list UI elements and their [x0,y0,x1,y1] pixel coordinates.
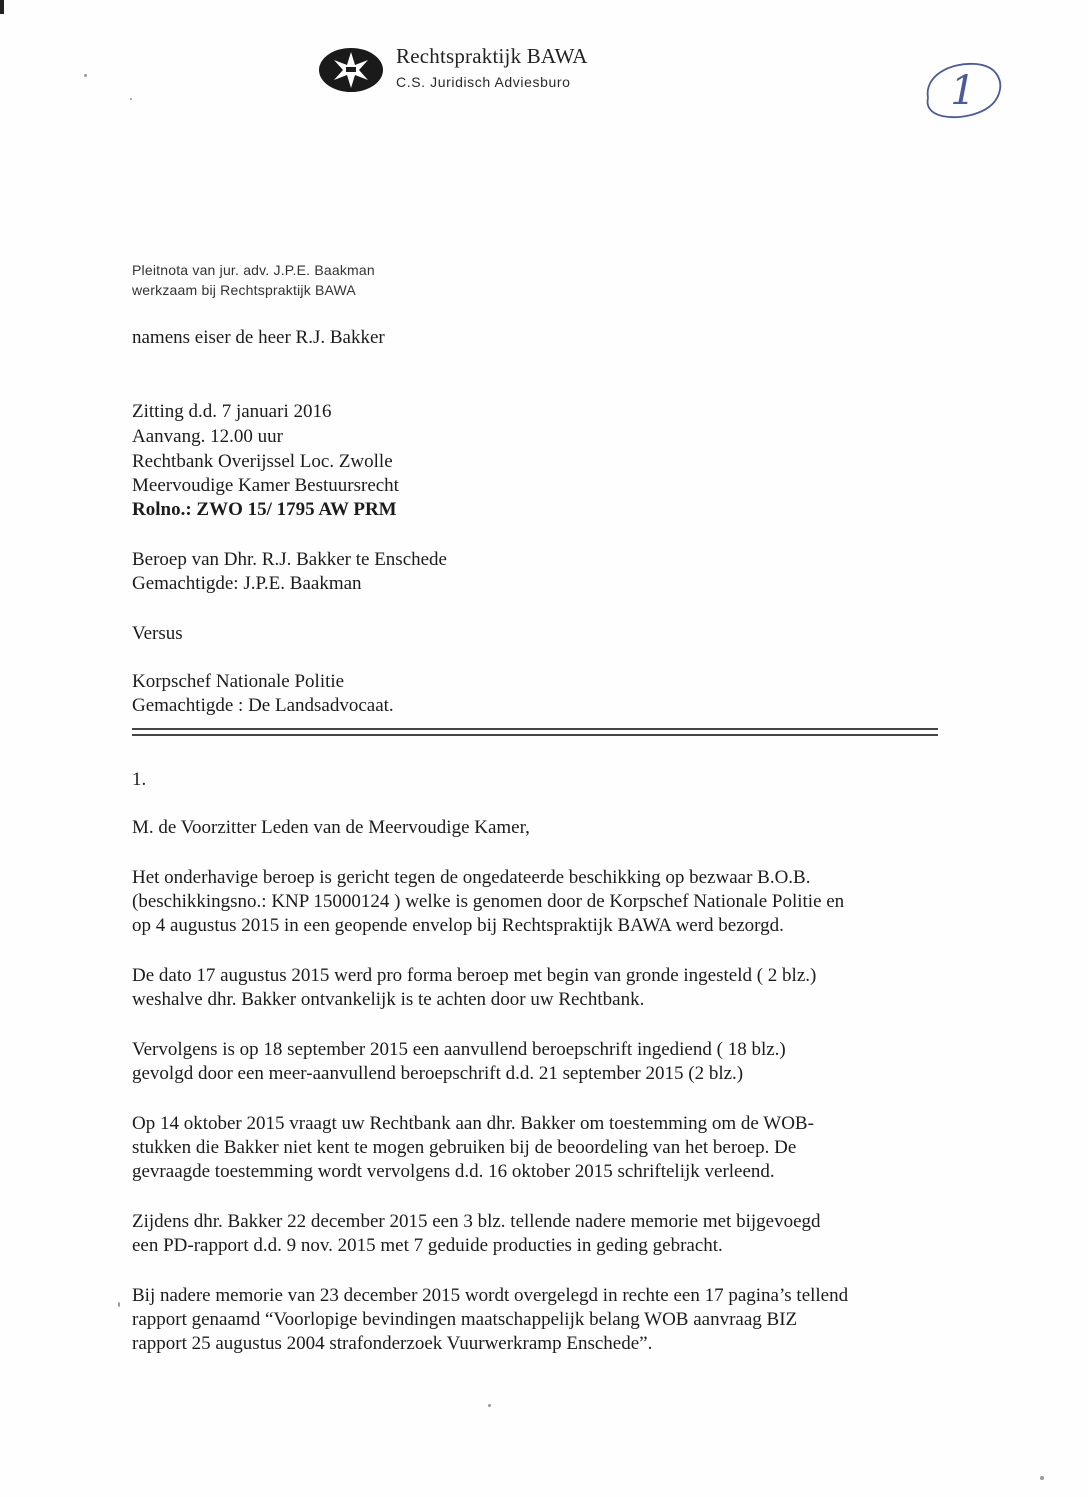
paragraph-line: Bij nadere memorie van 23 december 2015 wordt overgelegd in rechte een 17 pagina’s tellend [132,1285,849,1306]
paragraph-line: stukken die Bakker niet kent te mogen gebruiken bij de beoordeling van het beroep. De [132,1137,797,1158]
court-location: Rechtbank Overijssel Loc. Zwolle [132,451,393,472]
employer-line: werkzaam bij Rechtspraktijk BAWA [132,282,356,298]
scan-speck [118,1302,120,1307]
double-divider [132,728,938,736]
paragraph-line: op 4 augustus 2015 in een geopende envelop bij Rechtspraktijk BAWA werd bezorgd. [132,915,784,936]
paragraph-line: Het onderhavige beroep is gericht tegen de ongedateerde beschikking op bezwaar B.O.B. [132,867,811,888]
on-behalf-line: namens eiser de heer R.J. Bakker [132,327,385,348]
letterhead [318,44,638,104]
paragraph-line: weshalve dhr. Bakker ontvankelijk is te achten door uw Rechtbank. [132,989,645,1010]
letterhead-subtitle: C.S. Juridisch Adviesburo [396,74,571,90]
salutation: M. de Voorzitter Leden van de Meervoudige Kamer, [132,817,530,838]
paragraph [132,1284,848,1356]
author-line: Pleitnota van jur. adv. J.P.E. Baakman [132,262,375,278]
paragraph [132,1038,786,1086]
page-number-stamp [920,58,1006,124]
scan-speck [1040,1476,1044,1480]
paragraph-line: (beschikkingsno.: KNP 15000124 ) welke is genomen door de Korpschef Nationale Politie en [132,891,845,912]
session-date: Zitting d.d. 7 januari 2016 [132,401,332,422]
paragraph [132,866,844,938]
appeal-party: Beroep van Dhr. R.J. Bakker te Enschede [132,549,447,570]
paragraph-line: Zijdens dhr. Bakker 22 december 2015 een 3 blz. tellende nadere memorie met bijgevoegd [132,1211,821,1232]
opponent-party: Korpschef Nationale Politie [132,671,345,692]
paragraph-line: rapport genaamd “Voorlopige bevindingen maatschappelijk belang WOB aanvraag BIZ [132,1309,798,1330]
scan-speck [84,74,87,77]
paragraph-line: gevolgd door een meer-aanvullend beroepschrift d.d. 21 september 2015 (2 blz.) [132,1063,744,1084]
versus-label: Versus [132,623,183,644]
star-ellipse-logo-icon [318,46,384,94]
paragraph [132,1210,821,1258]
paragraph [132,964,816,1012]
opponent-representative: Gemachtigde : De Landsadvocaat. [132,695,394,716]
session-start: Aanvang. 12.00 uur [132,426,283,447]
paragraph [132,1112,814,1184]
paragraph-line: gevraagde toestemming wordt vervolgens d.d. 16 oktober 2015 schriftelijk verleend. [132,1161,775,1182]
paragraph-line: rapport 25 augustus 2004 strafonderzoek Vuurwerkramp Enschede”. [132,1333,653,1354]
roll-number: Rolno.: ZWO 15/ 1795 AW PRM [132,499,397,520]
scan-speck [130,98,132,100]
scan-speck [488,1404,491,1407]
paragraph-line: De dato 17 augustus 2015 werd pro forma beroep met begin van gronde ingesteld ( 2 blz.) [132,965,817,986]
paragraph-line: Vervolgens is op 18 september 2015 een aanvullend beroepschrift ingediend ( 18 blz.) [132,1039,786,1060]
section-number: 1. [132,769,147,790]
page-number: 1 [950,68,976,114]
appeal-representative: Gemachtigde: J.P.E. Baakman [132,573,362,594]
paragraph-line: een PD-rapport d.d. 9 nov. 2015 met 7 geduide producties in geding gebracht. [132,1235,723,1256]
paragraph-line: Op 14 oktober 2015 vraagt uw Rechtbank aan dhr. Bakker om toestemming om de WOB- [132,1113,814,1134]
court-chamber: Meervoudige Kamer Bestuursrecht [132,475,399,496]
letterhead-name: Rechtspraktijk BAWA [396,44,588,68]
scan-edge-mark [0,0,4,14]
